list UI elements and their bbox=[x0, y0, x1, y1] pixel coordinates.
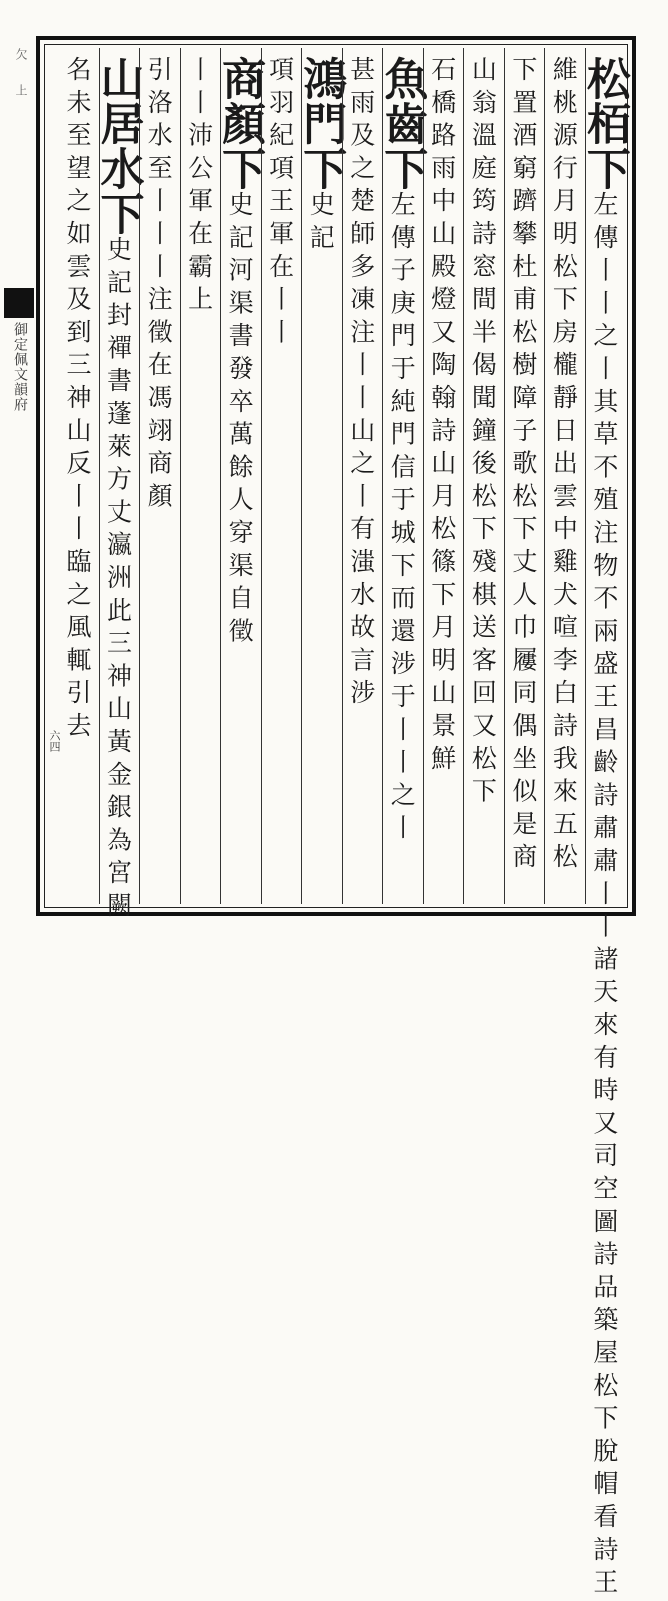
margin-title: 御定佩文韻府 bbox=[12, 322, 28, 412]
text-column bbox=[342, 48, 381, 904]
text-columns bbox=[58, 48, 630, 1601]
column-text: 史記封禪書蓬萊方丈瀛洲此三神山黃金銀為宮闕 bbox=[103, 236, 133, 925]
text-column bbox=[504, 48, 543, 904]
entry-head: 商顏下 bbox=[214, 56, 266, 191]
text-column bbox=[423, 48, 462, 904]
column-text: 項羽紀項王軍在丨丨 bbox=[265, 56, 295, 352]
column-text: 史記 bbox=[306, 191, 336, 257]
text-column bbox=[214, 48, 266, 904]
column-text: 山翁溫庭筠詩窓間半偈聞鐘後松下殘棋送客回又松下 bbox=[468, 56, 498, 811]
text-column bbox=[578, 48, 630, 1601]
entry-head: 山居水下 bbox=[92, 56, 144, 236]
text-column bbox=[92, 48, 144, 925]
column-text: 下置酒窮躋攀杜甫松樹障子歌松下丈人巾屨同偶坐似是商 bbox=[508, 56, 538, 876]
column-text: 左傳子庚門于純門信于城下而還涉于丨丨之丨 bbox=[387, 191, 417, 847]
text-column bbox=[463, 48, 502, 904]
text-column bbox=[139, 48, 178, 904]
text-column bbox=[58, 48, 97, 904]
text-column bbox=[295, 48, 347, 904]
text-column bbox=[180, 48, 219, 904]
column-text: 石橋路雨中山殿燈又陶翰詩山月松篠下月明山景鮮 bbox=[427, 56, 457, 778]
column-text: 甚雨及之楚師多凍注丨丨山之丨有滍水故言涉 bbox=[346, 56, 376, 712]
column-text: 左傳丨丨之丨其草不殖注物不兩盛王昌齡詩肅肅丨丨諸天來有時又司空圖詩品築屋松下脫帽看詩王 bbox=[589, 191, 619, 1601]
margin-black-block bbox=[4, 288, 34, 318]
page-number: 六四 bbox=[48, 730, 61, 752]
column-text: 引洛水至丨丨丨注徵在馮翊商顏 bbox=[144, 56, 174, 516]
entry-head: 鴻門下 bbox=[295, 56, 347, 191]
entry-head: 魚齒下 bbox=[376, 56, 428, 191]
text-column bbox=[376, 48, 428, 904]
column-text: 維桃源行月明松下房櫳靜日出雲中雞犬喧李白詩我來五松 bbox=[549, 56, 579, 876]
text-column bbox=[544, 48, 583, 904]
column-text: 史記河渠書發卒萬餘人穿渠自徵 bbox=[225, 191, 255, 651]
margin-top-text: 欠 上 bbox=[14, 48, 28, 102]
column-text: 丨丨沛公軍在霸上 bbox=[184, 56, 214, 319]
text-column bbox=[261, 48, 300, 904]
column-text: 名未至望之如雲及到三神山反丨丨臨之風輒引去 bbox=[63, 56, 92, 745]
entry-head: 松栢下 bbox=[578, 56, 630, 191]
